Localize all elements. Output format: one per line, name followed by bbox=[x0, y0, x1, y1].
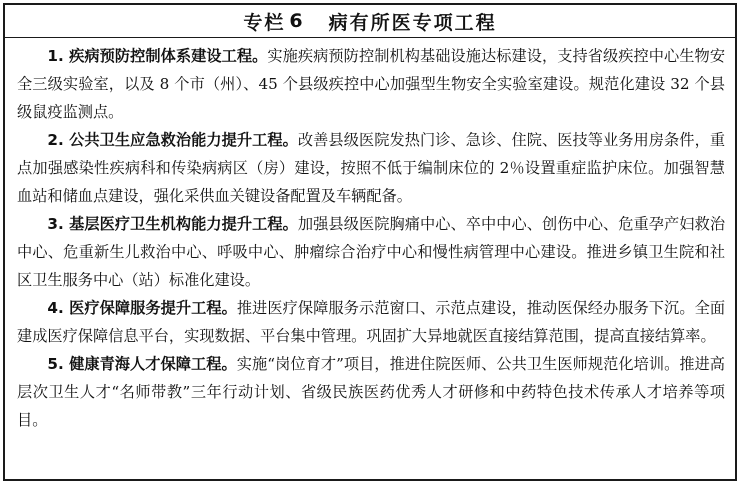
project-body: 实施“岗位育才”项目，推进住院医师、公共卫生医师规范化培训。推进高层次卫生人才“名师带教”三年行动计划、省级民族医药优秀人才研修和中药特色技术传承人才培养等项目。 bbox=[17, 355, 725, 429]
column-title-number: 6 bbox=[289, 10, 303, 32]
project-body: 加强县级医院胸痛中心、卒中中心、创伤中心、危重孕产妇救治中心、危重新生儿救治中心、呼吸中心、肿瘤综合治疗中心和慢性病管理中心建设。推进乡镇卫生院和社区卫生服务中心（站）标准化建设。 bbox=[17, 215, 726, 289]
column-title bbox=[5, 5, 735, 38]
project-heading: 4. 医疗保障服务提升工程。 bbox=[47, 299, 237, 317]
project-item-4 bbox=[17, 294, 725, 350]
column-title-text: 病有所医专项工程 bbox=[328, 11, 497, 34]
project-heading: 5. 健康青海人才保障工程。 bbox=[47, 355, 237, 373]
column-content bbox=[5, 38, 735, 434]
column-box bbox=[3, 3, 737, 481]
column-title-prefix: 专栏 bbox=[243, 11, 286, 34]
project-body: 实施疾病预防控制机构基础设施达标建设，支持省级疾控中心生物安全三级实验室，以及 8 个市（州）、45 个县级疾控中心加强型生物安全实验室建设。规范化建设 32 个县级鼠疫监测点。 bbox=[17, 47, 726, 121]
project-heading: 1. 疾病预防控制体系建设工程。 bbox=[47, 47, 268, 65]
project-item-2 bbox=[17, 126, 725, 210]
project-body: 推进医疗保障服务示范窗口、示范点建设，推动医保经办服务下沉。全面建成医疗保障信息平台，实现数据、平台集中管理。巩固扩大异地就医直接结算范围，提高直接结算率。 bbox=[17, 299, 726, 345]
project-item-5 bbox=[17, 350, 725, 434]
project-body: 改善县级医院发热门诊、急诊、住院、医技等业务用房条件，重点加强感染性疾病科和传染病病区（房）建设，按照不低于编制床位的 2％设置重症监护床位。加强智慧血站和储血点建设，强化采供血关键设备配置及车辆配备。 bbox=[17, 131, 726, 205]
project-item-3 bbox=[17, 210, 725, 294]
project-item-1 bbox=[17, 42, 725, 126]
project-heading: 3. 基层医疗卫生机构能力提升工程。 bbox=[47, 215, 298, 233]
project-heading: 2. 公共卫生应急救治能力提升工程。 bbox=[47, 131, 298, 149]
